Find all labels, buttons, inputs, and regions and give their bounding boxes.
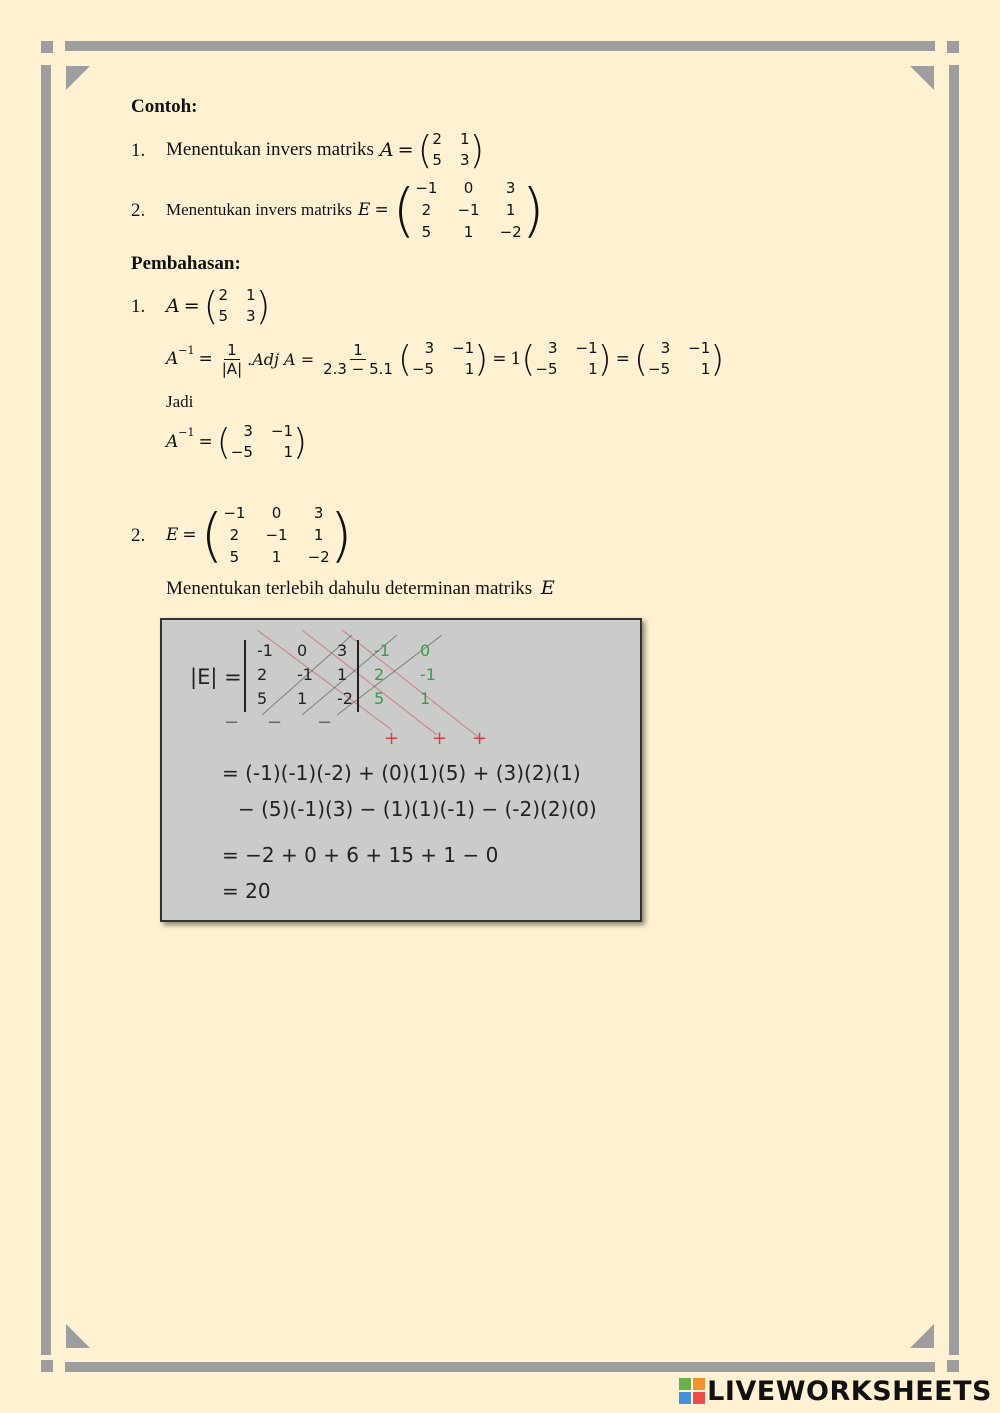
photo-matrix-cell: 2 (257, 665, 268, 684)
photo-extra-cell: 1 (420, 689, 431, 708)
frac1-den: |A| (221, 359, 243, 378)
matrix-cell: 1 (464, 360, 475, 378)
example-1-matrix: ( 2 1 5 3 ) (417, 128, 485, 172)
matrix-cell: 3 (246, 307, 256, 325)
plus-sign: + (384, 728, 400, 749)
matrix-cell: 5 (229, 548, 240, 566)
photo-matrix-cell: 3 (337, 641, 348, 660)
photo-matrix-cell: -1 (297, 665, 313, 684)
photo-extra-cell: -1 (420, 665, 436, 684)
matrix-cell: 0 (463, 179, 474, 197)
matrix-cell: 1 (283, 443, 294, 461)
heading-pembahasan: Pembahasan: (131, 253, 241, 274)
matrix-cell: −1 (223, 504, 246, 522)
matrix-cell: 2 (229, 526, 240, 544)
caption-text: Menentukan terlebih dahulu determinan matriks (166, 578, 533, 599)
solution-2-number: 2. (131, 525, 146, 546)
result-sup: −1 (178, 426, 195, 439)
matrix-cell: 5 (432, 151, 442, 169)
matrix-cell: 1 (246, 286, 256, 304)
photo-matrix-cell: -2 (337, 689, 353, 708)
matrix-cell: 1 (505, 201, 516, 219)
matrix-cell: −1 (457, 201, 480, 219)
handwritten-determinant-photo (160, 618, 642, 922)
matrix-cell: −1 (270, 422, 294, 440)
matrix-cell: 2 (432, 130, 442, 148)
plus-sign: + (432, 728, 448, 749)
matrix-cell: 0 (271, 504, 282, 522)
matrix-cell: −5 (411, 360, 435, 378)
solution-2-caption (166, 577, 555, 600)
matrix-cell: 1 (459, 130, 470, 148)
photo-extra-cell: 0 (420, 641, 431, 660)
matrix-cell: −1 (575, 339, 598, 357)
solution-1-inverse-formula: A $^{-1}$ = $\frac{1}{|A|}$ .Adj A = $\frac{1}{2.3 - 5.1}$ ( 3 −1 −5 1 ) = 1 ( 3 −1 −5 1 ) = ( 3 −1 −5 1 ) (166, 338, 725, 380)
matrix-cell: −1 (452, 339, 475, 357)
solution-1-number: 1. (131, 296, 146, 317)
matrix-cell: 3 (424, 339, 435, 357)
example-1-var: A (379, 139, 394, 161)
solution-1-matrix-def: A = ( 2 1 5 3 ) (166, 284, 271, 328)
photo-matrix-cell: 1 (337, 665, 348, 684)
fraction-1-over-calc (320, 341, 396, 378)
matrix-cell: −1 (415, 179, 438, 197)
logo-icon (679, 1378, 705, 1404)
matrix-cell: 2 (421, 201, 432, 219)
example-2-matrix: ( −1 0 3 2 −1 1 5 1 −2 ) (392, 176, 545, 244)
matrix-cell: 5 (218, 307, 229, 325)
solution-2-matrix-def: E = ( −1 0 3 2 −1 1 5 1 −2 ) (166, 501, 353, 569)
frac2-den: 2.3 − 5.1 (323, 359, 393, 378)
expansion-line-2: − (5)(-1)(3) − (1)(1)(-1) − (-2)(2)(0) (238, 797, 597, 821)
solution-1-result: A $^{-1}$ = ( 3 −1 −5 1 ) (166, 421, 308, 463)
matrix-cell: 1 (588, 360, 598, 378)
scalar: 1 (510, 349, 522, 369)
matrix-cell: 1 (463, 223, 474, 241)
matrix-cell: −5 (648, 360, 671, 378)
matrix-cell: 5 (421, 223, 432, 241)
matrix-cell: 2 (218, 286, 229, 304)
caption-var: E (540, 577, 555, 599)
adj-matrix-2: ( 3 −1 −5 1 ) (521, 338, 612, 380)
adj-matrix-3: ( 3 −1 −5 1 ) (633, 338, 725, 380)
inverse-sup: −1 (178, 344, 195, 357)
jadi-label: Jadi (166, 392, 194, 411)
solution-2-var: E (166, 525, 179, 545)
fraction-1-over-det (219, 341, 245, 378)
minus-sign: − (267, 712, 283, 733)
expansion-line-4: = 20 (222, 879, 271, 903)
plus-sign: + (472, 728, 488, 749)
det-label: |E| = (190, 665, 242, 689)
solution-2-matrix: ( −1 0 3 2 −1 1 5 1 −2 ) (200, 501, 353, 569)
matrix-cell: −5 (230, 443, 253, 461)
photo-matrix-cell: 0 (297, 641, 308, 660)
matrix-cell: −1 (688, 339, 711, 357)
photo-matrix-cell: -1 (257, 641, 273, 660)
matrix-cell: −2 (307, 548, 330, 566)
example-2-statement: Menentukan invers matriks E = ( −1 0 3 2 −1 1 5 1 −2 ) (166, 176, 545, 244)
inverse-lhs: A (166, 349, 179, 369)
matrix-cell: 3 (243, 422, 253, 440)
expansion-line-1: = (-1)(-1)(-2) + (0)(1)(5) + (3)(2)(1) (222, 761, 581, 785)
adj-matrix: ( 3 −1 −5 1 ) (397, 338, 489, 380)
example-1-statement: Menentukan invers matriks A = ( 2 1 5 3 ) (166, 128, 485, 172)
expansion-line-3: = −2 + 0 + 6 + 15 + 1 − 0 (222, 843, 499, 867)
matrix-cell: 3 (660, 339, 671, 357)
matrix-cell: 1 (271, 548, 282, 566)
example-1-text: Menentukan invers matriks (166, 139, 374, 160)
frac2-num: 1 (350, 341, 366, 360)
handwritten-drawing (162, 620, 640, 920)
result-lhs: A (166, 432, 179, 452)
adj-text: .Adj A = (247, 349, 315, 369)
solution-1-var: A (166, 295, 180, 317)
matrix-cell: 1 (700, 360, 711, 378)
minus-sign: − (224, 712, 240, 733)
photo-extra-cell: -1 (374, 641, 390, 660)
example-1-number: 1. (131, 140, 146, 161)
matrix-cell: 3 (459, 151, 470, 169)
logo-text: LIVEWORKSHEETS (707, 1375, 992, 1407)
photo-extra-cell: 2 (374, 665, 385, 684)
matrix-cell: 3 (313, 504, 324, 522)
matrix-cell: 3 (505, 179, 516, 197)
matrix-cell: −5 (535, 360, 558, 378)
photo-matrix-cell: 5 (257, 689, 268, 708)
result-matrix: ( 3 −1 −5 1 ) (216, 421, 308, 463)
photo-matrix-cell: 1 (297, 689, 308, 708)
minus-sign: − (317, 712, 333, 733)
matrix-cell: −1 (265, 526, 288, 544)
photo-extra-cell: 5 (374, 689, 385, 708)
heading-contoh: Contoh: (131, 96, 198, 117)
matrix-cell: 1 (313, 526, 324, 544)
frac1-num: 1 (224, 341, 240, 360)
matrix-cell: 3 (547, 339, 558, 357)
example-2-text: Menentukan invers matriks (166, 200, 353, 219)
red-diagonals (257, 630, 482, 740)
matrix-cell: −2 (499, 223, 522, 241)
liveworksheets-logo (679, 1373, 992, 1409)
example-2-number: 2. (131, 200, 146, 221)
example-2-var: E (358, 200, 371, 220)
solution-1-matrix: ( 2 1 5 3 ) (203, 284, 271, 328)
